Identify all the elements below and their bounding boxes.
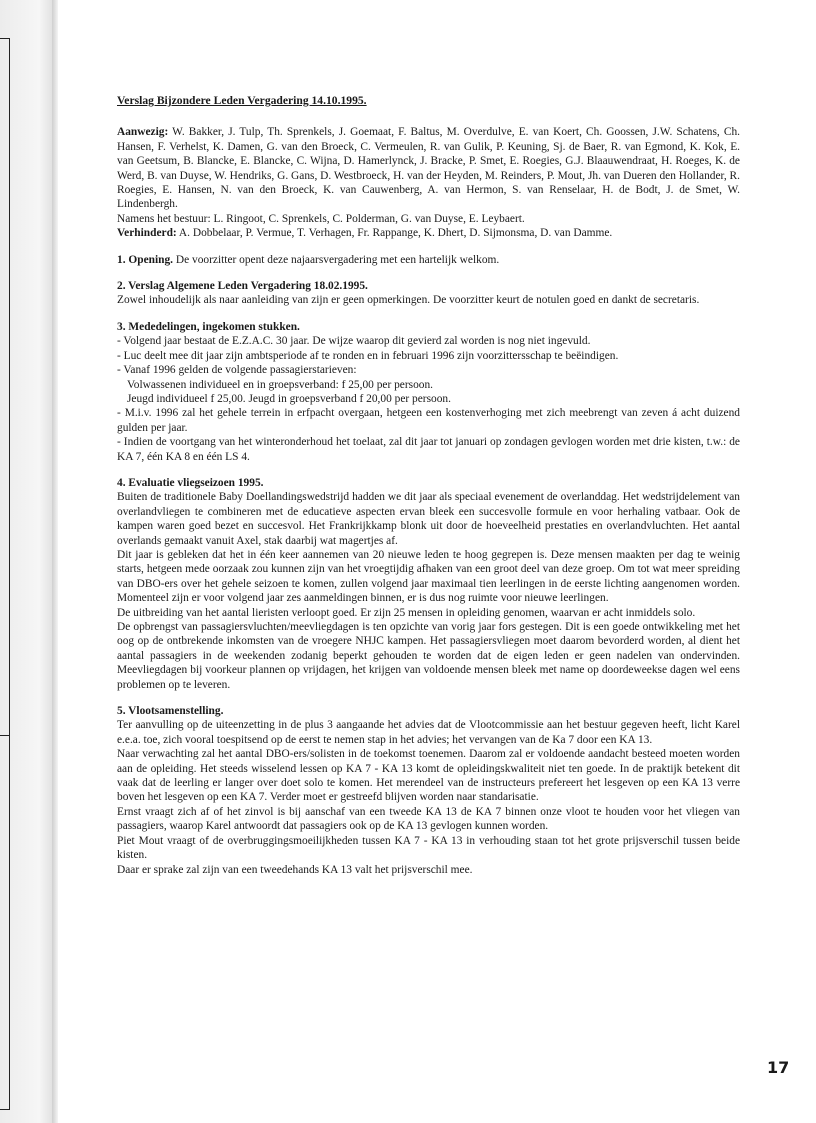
section-opening [117,253,740,267]
present-list [117,125,740,211]
list-item: - Indien de voortgang van het winteronderhoud het toelaat, zal dit jaar tot januari op zondagen gevlogen worden met drie kisten, t.w.: de KA 7, één KA 8 en één LS 4. [117,436,740,463]
book-spine [52,0,58,1123]
present-names: W. Bakker, J. Tulp, Th. Sprenkels, J. Goemaat, F. Baltus, M. Overdulve, E. van Koert, Ch. Goossen, J.W. Schatens, Ch. Hansen, F. Verhelst, K. Damen, G. van den Broeck, C. Vermeulen, R. van Gulik, P. Keuning, Sj. de Baer, R. van Egmond, K. Kok, E. van Geetsum, B. Blancke, E. Blancke, C. Wijna, D. Hamerlynck, J. Bracke, P. Smet, E. Roegies, G.J. Blaauwendraat, H. Roeges, K. de Werd, B. van Duyse, W. Hendriks, G. Gans, D. Westbroeck, H. van der Heyden, M. Reinders, P. Mout, Jh. van Dueren den Hollander, R. Roegies, E. Hansen, N. van den Broeck, K. van Cauwenberg, A. van Hermon, S. van Renselaar, H. de Bodt, J. de Smet, W. Lindenbergh. [117,126,740,211]
paragraph: De uitbreiding van het aantal lieristen verloopt goed. Er zijn 25 mensen in opleiding genomen, waarvan er acht inmiddels solo. [117,606,696,619]
absent-names: A. Dobbelaar, P. Vermue, T. Verhagen, Fr. Rappange, K. Dhert, D. Sijmonsma, D. van Damme. [178,227,613,240]
frame-divider [0,735,10,736]
section-heading: 3. Mededelingen, ingekomen stukken. [117,320,300,333]
section-text: Zowel inhoudelijk als naar aanleiding van zijn er geen opmerkingen. De voorzitter keurt de notulen goed en dankt de secretaris. [117,294,700,307]
section-heading: 4. Evaluatie vliegseizoen 1995. [117,476,264,489]
list-item: - Vanaf 1996 gelden de volgende passagierstarieven: [117,364,357,377]
document-body [117,94,740,877]
section-heading: 1. Opening. [117,253,174,266]
section-announcements [117,320,740,464]
absent-list [117,226,740,240]
attendance-block [117,125,740,240]
list-item: - Luc deelt mee dit jaar zijn ambtsperiode af te ronden en in februari 1996 zijn voorzittersschap te beëindigen. [117,349,619,362]
section-season-evaluation [117,476,740,692]
paragraph: Buiten de traditionele Baby Doellandingswedstrijd hadden we dit jaar als speciaal evenement de overlanddag. Het wedstrijdelement van overlandvliegen te combineren met de educatieve aspecten ervan bleek een succesvolle formule en voor herhaling vatbaar. Ook de kampen waren goed bezet en succesvol. Het Frankrijkkamp blonk uit door de hoeveelheid prestaties en overlandvluchten. Het aantal overlands gemaakt vanuit Axel, stak daarbij wat magertjes af. [117,491,740,547]
section-text: De voorzitter opent deze najaarsvergadering met een hartelijk welkom. [175,253,500,266]
section-heading: 5. Vlootsamenstelling. [117,705,224,718]
paragraph: De opbrengst van passagiersvluchten/meevliegdagen is ten opzichte van vorig jaar fors gestegen. Dit is een goede ontwikkeling met het oog op de ontbrekende inkomsten van de vroegere NHJC kampen. Het passagiersvliegen moet daarom bevorderd worden, al dient het aantal passagiers in de weekenden zodanig beperkt gehouden te worden dat de eigen leden er geen nadelen van ondervinden. Meevliegdagen bij voorkeur plannen op vrijdagen, het krijgen van voldoende mensen bleek met name op doordeweekse dagen wel eens problemen op te leveren. [117,621,740,691]
paragraph: Piet Mout vraagt of de overbruggingsmoeilijkheden tussen KA 7 - KA 13 in verhouding staan tot het grote prijsverschil tussen beide kisten. [117,834,740,862]
paragraph: Naar verwachting zal het aantal DBO-ers/solisten in de toekomst toenemen. Daarom zal er voldoende aandacht besteed moeten worden aan de opleiding. Het steeds wisselend lessen op KA 7 - KA 13 komt de opleidingskwaliteit niet ten goede. In de praktijk betekent dit vaak dat de leerling er langer over doet solo te komen. Het merendeel van de instructeurs prefereert het lesgeven op een KA 13 verre boven het lesgeven op een KA 7. Verder moet er gestreefd blijven worden naar standarisatie. [117,748,740,804]
present-label: Aanwezig: [117,126,169,139]
board-list: Namens het bestuur: L. Ringoot, C. Sprenkels, C. Polderman, G. van Duyse, E. Leybaert. [117,212,525,225]
list-item: - Volgend jaar bestaat de E.Z.A.C. 30 jaar. De wijze waarop dit gevierd zal worden is nog niet ingevuld. [117,335,591,348]
tariff-line: Volwassenen individueel en in groepsverband: f 25,00 per persoon. [127,378,433,391]
adjacent-page-frame [0,38,10,1110]
section-heading: 2. Verslag Algemene Leden Vergadering 18.02.1995. [117,280,368,293]
section-fleet [117,704,740,877]
page-number: 17 [767,1058,790,1077]
paragraph: Ter aanvulling op de uiteenzetting in de plus 3 aangaande het advies dat de Vlootcommissie aan het bestuur gegeven heeft, licht Karel e.e.a. toe, zich vooral toespitsend op de eerst te nemen stap in het advies; het vervangen van de Ka 7 door een KA 13. [117,719,740,746]
paragraph: Ernst vraagt zich af of het zinvol is bij aanschaf van een tweede KA 13 de KA 7 binnen onze vloot te houden voor het vliegen van passagiers, waarop Karel antwoordt dat passagiers ook op de KA 13 gevlogen kunnen worden. [117,805,740,833]
adjacent-page-edge [0,0,56,1123]
paragraph: Dit jaar is gebleken dat het in één keer aannemen van 20 nieuwe leden te hoog gegrepen is. Deze mensen maakten per dag te weinig starts, hetgeen mede oorzaak zou kunnen zijn van het vroegtijdig afhaken van een groot deel van deze groep. Om tot wat meer spreiding van DBO-ers over het gehele seizoen te komen, zullen volgend jaar maximaal tien leerlingen in de eerste lichting aangenomen worden. Momenteel zijn er voor volgend jaar zes aanmeldingen binnen, er is dus nog ruimte voor nieuwe leerlingen. [117,548,740,605]
paragraph: Daar er sprake zal zijn van een tweedehands KA 13 valt het prijsverschil mee. [117,863,473,876]
document-title: Verslag Bijzondere Leden Vergadering 14.10.1995. [117,94,367,107]
section-previous-minutes [117,279,740,308]
absent-label: Verhinderd: [117,227,177,240]
tariff-line: Jeugd individueel f 25,00. Jeugd in groepsverband f 20,00 per persoon. [127,392,451,405]
list-item: - M.i.v. 1996 zal het gehele terrein in erfpacht overgaan, hetgeen een kostenverhoging met zich meebrengt van zeven á acht duizend gulden per jaar. [117,407,740,434]
